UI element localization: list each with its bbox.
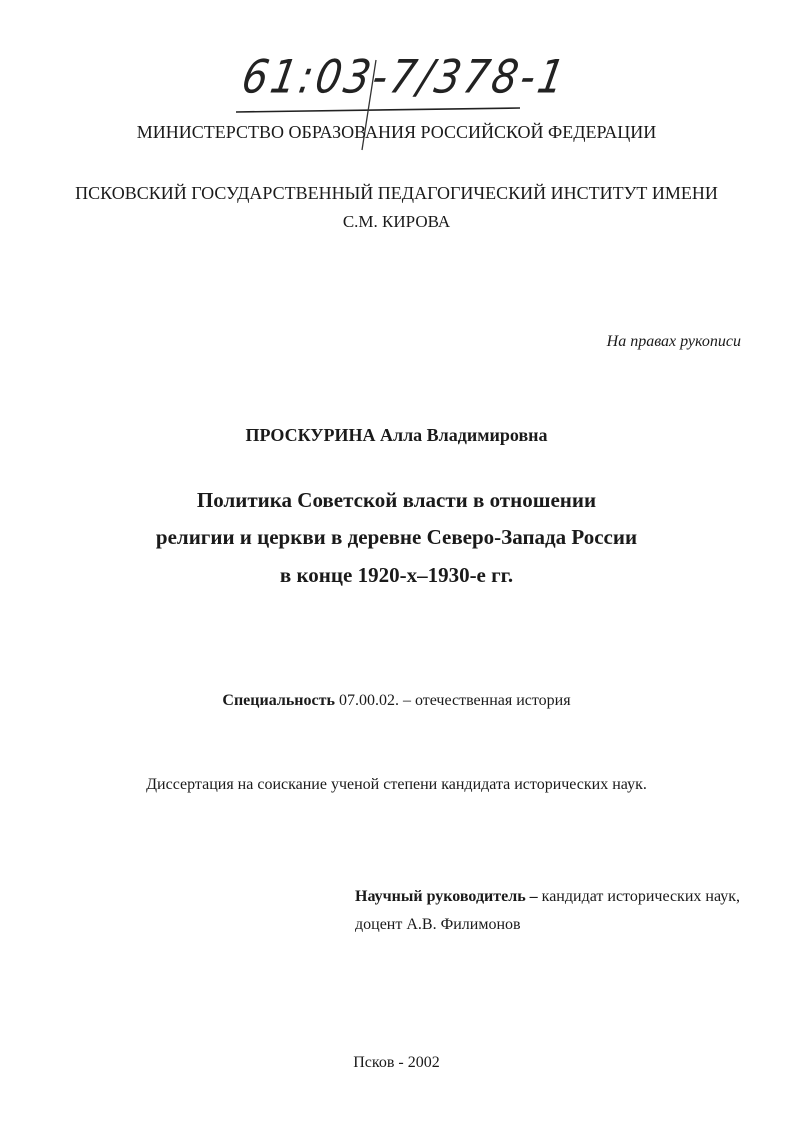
supervisor-label: Научный руководитель – bbox=[355, 888, 538, 905]
dissertation-title-line3: в конце 1920-х–1930-е гг. bbox=[279, 563, 514, 587]
handwritten-archive-code: 61:03-7/378-1 bbox=[238, 51, 572, 104]
dissertation-title-line1: Политика Советской власти в отношении bbox=[196, 488, 597, 512]
ministry-header: МИНИСТЕРСТВО ОБРАЗОВАНИЯ РОССИЙСКОЙ ФЕДЕРАЦИИ bbox=[136, 122, 657, 142]
supervisor-line2: доцент А.В. Филимонов bbox=[355, 916, 521, 933]
supervisor-line1 bbox=[355, 888, 740, 906]
manuscript-rights-note: На правах рукописи bbox=[606, 333, 741, 350]
supervisor-degree: кандидат исторических наук, bbox=[541, 888, 741, 905]
institute-name-line2: С.М. КИРОВА bbox=[342, 212, 451, 231]
dissertation-title-line2: религии и церкви в деревне Северо-Запада России bbox=[155, 525, 638, 549]
place-year: Псков - 2002 bbox=[353, 1054, 440, 1071]
author-surname: ПРОСКУРИНА bbox=[245, 425, 376, 445]
specialty-value: 07.00.02. – отечественная история bbox=[338, 692, 571, 709]
institute-name-line1: ПСКОВСКИЙ ГОСУДАРСТВЕННЫЙ ПЕДАГОГИЧЕСКИЙ ИНСТИТУТ ИМЕНИ bbox=[75, 183, 718, 203]
specialty-label: Специальность bbox=[222, 692, 335, 709]
dissertation-degree-note: Диссертация на соискание ученой степени кандидата исторических наук. bbox=[146, 776, 647, 793]
author-name bbox=[0, 425, 793, 446]
author-given-names: Алла Владимировна bbox=[379, 425, 548, 445]
specialty-line bbox=[0, 692, 793, 710]
